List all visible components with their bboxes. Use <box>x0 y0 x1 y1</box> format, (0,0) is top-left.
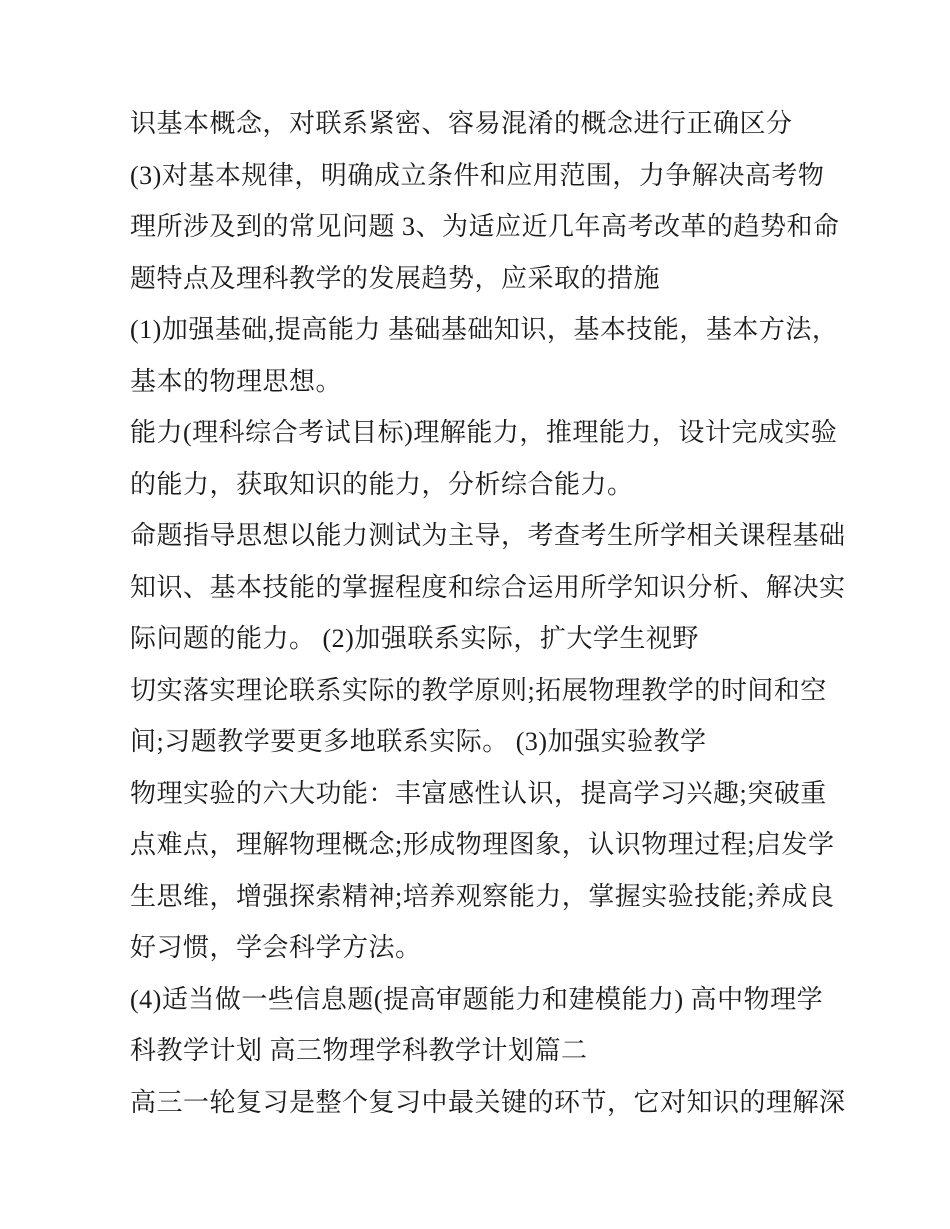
text-line: 好习惯，学会科学方法。 <box>130 933 422 962</box>
text-line: 知识、基本技能的掌握程度和综合运用所学知识分析、解决实 <box>130 572 846 602</box>
text-line: 理所涉及到的常见问题 3、为适应近几年高考改革的趋势和命 <box>130 212 840 241</box>
text-line: 切实落实理论联系实际的教学原则;拓展物理教学的时间和空 <box>130 675 827 705</box>
text-line: (4)适当做一些信息题(提高审题能力和建模能力) 高中物理学 <box>130 984 824 1014</box>
text-line: 能力(理科综合考试目标)理解能力，推理能力，设计完成实验 <box>130 418 838 447</box>
text-line: 生思维，增强探索精神;培养观察能力，掌握实验技能;养成良 <box>130 881 835 911</box>
text-line: 物理实验的六大功能：丰富感性认识，提高学习兴趣;突破重 <box>130 778 827 808</box>
text-line: (1)加强基础,提高能力 基础基础知识，基本技能，基本方法， <box>130 315 839 344</box>
text-line: 间;习题教学要更多地联系实际。 (3)加强实验教学 <box>130 727 707 756</box>
text-line: 科教学计划 高三物理学科教学计划篇二 <box>130 1036 588 1065</box>
document-text-block <box>130 98 846 1128</box>
text-line: 识基本概念，对联系紧密、容易混淆的概念进行正确区分 <box>130 109 793 138</box>
text-line: 点难点，理解物理概念;形成物理图象，认识物理过程;启发学 <box>130 830 835 859</box>
text-line: (3)对基本规律，明确成立条件和应用范围，力争解决高考物 <box>130 160 825 190</box>
text-line: 基本的物理思想。 <box>130 366 343 396</box>
text-line: 的能力，获取知识的能力，分析综合能力。 <box>130 469 634 499</box>
text-line: 际问题的能力。 (2)加强联系实际，扩大学生视野 <box>130 624 699 653</box>
text-line: 高三一轮复习是整个复习中最关键的环节，它对知识的理解深 <box>130 1087 846 1117</box>
text-line: 题特点及理科教学的发展趋势，应采取的措施 <box>130 263 661 293</box>
text-line: 命题指导思想以能力测试为主导，考查考生所学相关课程基础 <box>130 521 846 550</box>
